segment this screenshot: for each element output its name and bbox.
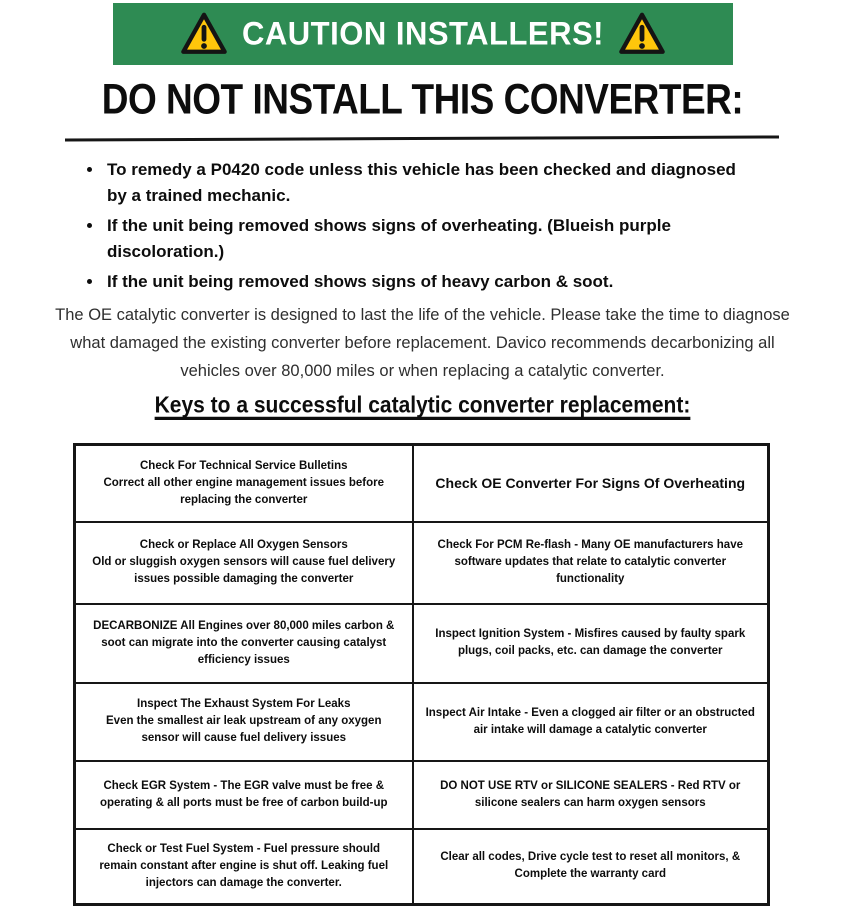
cell-text: Check OE Converter For Signs Of Overheating <box>435 475 746 492</box>
table-row <box>75 829 769 905</box>
table-cell-left <box>75 829 413 905</box>
table-cell-right <box>413 445 769 522</box>
cell-text: Old or sluggish oxygen sensors will cause fuel delivery issues possible damaging the converter <box>92 556 396 585</box>
warning-triangle-icon <box>180 11 228 57</box>
caution-banner <box>113 3 733 65</box>
table-cell-left <box>75 445 413 522</box>
warning-list <box>88 157 754 299</box>
table-cell-right <box>413 761 769 829</box>
cell-text: Clear all codes, Drive cycle test to reset all monitors, & Complete the warranty card <box>440 851 741 881</box>
cell-text: Inspect The Exhaust System For Leaks <box>137 698 351 710</box>
keys-heading: Keys to a successful catalytic converter replacement: <box>154 393 691 418</box>
table-row <box>75 683 769 761</box>
table-cell-right <box>413 829 769 905</box>
cell-text: Check For Technical Service Bulletins <box>140 459 348 472</box>
cell-text: Check EGR System - The EGR valve must be free & operating & all ports must be free of carbon build-up <box>99 779 388 809</box>
cell-text: Check or Test Fuel System - Fuel pressure should remain constant after engine is shut off. Leaking fuel injectors can damage the converter. <box>99 842 389 889</box>
table-row <box>75 522 769 604</box>
table-cell-left <box>75 604 413 683</box>
note-line: The OE catalytic converter is designed to last the life of the vehicle. Please take the time to diagnose <box>55 306 790 324</box>
cell-text: Inspect Ignition System - Misfires caused by faulty spark plugs, coil packs, etc. can damage the converter <box>435 628 746 657</box>
cell-text: Check or Replace All Oxygen Sensors <box>139 539 348 551</box>
note-line: vehicles over 80,000 miles or when replacing a catalytic converter. <box>180 362 665 380</box>
table-cell-right <box>413 522 769 604</box>
table-cell-left <box>75 522 413 604</box>
keys-table <box>73 443 770 906</box>
warning-item: • If the unit being removed shows signs of heavy carbon & soot. <box>104 269 754 295</box>
cell-text: Inspect Air Intake - Even a clogged air filter or an obstructed air intake will damage a catalytic converter <box>425 706 755 736</box>
table-cell-right <box>413 683 769 761</box>
table-row <box>75 604 769 683</box>
cell-text: Check For PCM Re-flash - Many OE manufacturers have software updates that relate to catalytic converter functionality <box>437 539 743 585</box>
table-row <box>75 445 769 522</box>
cell-text: Correct all other engine management issues before replacing the converter <box>103 476 385 506</box>
banner-title: CAUTION INSTALLERS! <box>242 14 604 53</box>
cell-text: Even the smallest air leak upstream of any oxygen sensor will cause fuel delivery issues <box>106 715 382 744</box>
note-line: what damaged the existing converter before replacement. Davico recommends decarbonizing all <box>70 334 775 352</box>
table-row <box>75 761 769 829</box>
warning-triangle-icon <box>618 11 666 57</box>
page-title: DO NOT INSTALL THIS CONVERTER: <box>101 76 744 123</box>
warning-item: • To remedy a P0420 code unless this vehicle has been checked and diagnosed by a trained mechanic. <box>104 157 754 209</box>
cell-text: DECARBONIZE All Engines over 80,000 miles carbon & soot can migrate into the converter causing catalyst efficiency issues <box>93 619 395 666</box>
cell-text: DO NOT USE RTV or SILICONE SEALERS - Red RTV or silicone sealers can harm oxygen sensors <box>440 779 741 809</box>
table-cell-left <box>75 761 413 829</box>
table-cell-left <box>75 683 413 761</box>
note-paragraph <box>8 301 837 385</box>
warning-item: • If the unit being removed shows signs of overheating. (Blueish purple discoloration.) <box>104 213 754 265</box>
divider-line <box>65 135 779 141</box>
table-cell-right <box>413 604 769 683</box>
